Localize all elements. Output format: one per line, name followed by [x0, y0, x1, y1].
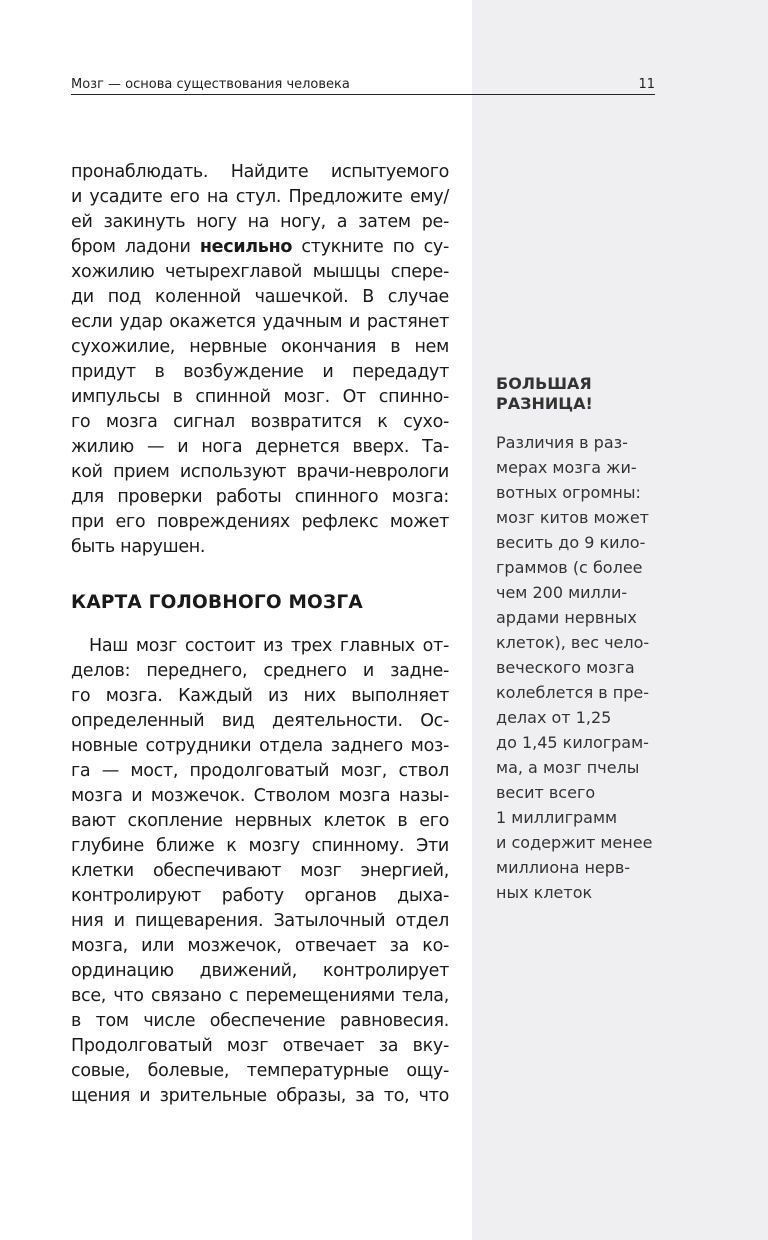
- text-line: Наш мозг состоит из трех главных от-: [89, 636, 449, 656]
- sidebar-line: 1 миллиграмм: [496, 808, 618, 827]
- sidebar-box: [496, 374, 664, 905]
- text-line: пронаблюдать. Найдите испытуемого: [71, 162, 449, 182]
- text-line: совые, болевые, температурные ощу-: [71, 1061, 449, 1081]
- text-line: при его повреждениях рефлекс может: [71, 512, 449, 532]
- sidebar-line: Различия в раз-: [496, 433, 628, 452]
- text-line: щения и зрительные образы, за то, что: [71, 1086, 449, 1106]
- sidebar-body: [496, 430, 664, 905]
- text-line: и усадите его на стул. Предложите ему/: [71, 187, 449, 207]
- text-line: ди под коленной чашечкой. В случае: [71, 287, 449, 307]
- text-line: хожилию четырехглавой мышцы спере-: [71, 262, 449, 282]
- text-fragment: стукните по су-: [301, 237, 449, 257]
- sidebar-line: весит всего: [496, 783, 596, 802]
- text-line: ей закинуть ногу на ногу, а затем ре-: [71, 212, 449, 232]
- text-line: вают скопление нервных клеток в его: [71, 811, 449, 831]
- text-line: глубине ближе к мозгу спинному. Эти: [71, 836, 449, 856]
- main-text-column: [71, 160, 449, 1109]
- sidebar-line: мерах мозга жи-: [496, 458, 637, 477]
- text-line: делов: переднего, среднего и задне-: [71, 661, 449, 681]
- section-heading: КАРТА ГОЛОВНОГО МОЗГА: [71, 592, 363, 613]
- text-line: Продолговатый мозг отвечает за вку-: [71, 1036, 449, 1056]
- sidebar-line: мозг китов может: [496, 508, 649, 527]
- sidebar-title: [496, 374, 664, 414]
- text-line: для проверки работы спинного мозга:: [71, 487, 449, 507]
- emphasis-word: несильно: [199, 237, 293, 257]
- text-line: кой прием используют врачи-неврологи: [71, 462, 449, 482]
- text-line: в том числе обеспечение равновесия.: [71, 1011, 449, 1031]
- sidebar-title-line: РАЗНИЦА!: [496, 394, 593, 413]
- paragraph-brain-map: [71, 634, 449, 1109]
- sidebar-line: граммов (с более: [496, 558, 643, 577]
- text-line: импульсы в спинной мозг. От спинно-: [71, 387, 449, 407]
- text-line: ния и пищеварения. Затылочный отдел: [71, 911, 449, 931]
- sidebar-line: ных клеток: [496, 883, 593, 902]
- text-line: все, что связано с перемещениями тела,: [71, 986, 449, 1006]
- sidebar-line: ма, а мозг пчелы: [496, 758, 640, 777]
- text-line: определенный вид деятельности. Ос-: [71, 711, 449, 731]
- text-line: контролируют работу органов дыха-: [71, 886, 449, 906]
- sidebar-line: и содержит менее: [496, 833, 653, 852]
- text-line: ординацию движений, контролирует: [71, 961, 449, 981]
- text-line: клетки обеспечивают мозг энергией,: [71, 861, 449, 881]
- running-header-title: Мозг — основа существования человека: [71, 77, 350, 92]
- page-number: 11: [638, 77, 655, 92]
- text-line: мозга, или мозжечок, отвечает за ко-: [71, 936, 449, 956]
- sidebar-title-line: БОЛЬШАЯ: [496, 374, 592, 393]
- sidebar-line: веческого мозга: [496, 658, 635, 677]
- text-line: быть нарушен.: [71, 537, 206, 557]
- text-line: мозга и мозжечок. Стволом мозга назы-: [71, 786, 449, 806]
- sidebar-line: клеток), вес чело-: [496, 633, 650, 652]
- text-line: [71, 235, 449, 260]
- sidebar-line: вотных огромны:: [496, 483, 641, 502]
- text-line: го мозга. Каждый из них выполняет: [71, 686, 449, 706]
- sidebar-line: до 1,45 килограм-: [496, 733, 649, 752]
- sidebar-line: колеблется в пре-: [496, 683, 650, 702]
- paragraph-reflex: [71, 160, 449, 560]
- sidebar-line: весить до 9 кило-: [496, 533, 646, 552]
- text-line: го мозга сигнал возвратится к сухо-: [71, 412, 449, 432]
- sidebar-line: делах от 1,25: [496, 708, 612, 727]
- text-line: га — мост, продолговатый мозг, ствол: [71, 761, 449, 781]
- sidebar-line: чем 200 милли-: [496, 583, 628, 602]
- text-line: если удар окажется удачным и растянет: [71, 312, 449, 332]
- text-line: жилию — и нога дернется вверх. Та-: [71, 437, 449, 457]
- sidebar-line: ардами нервных: [496, 608, 637, 627]
- sidebar-line: миллиона нерв-: [496, 858, 631, 877]
- running-header: [71, 76, 655, 95]
- text-line: сухожилие, нервные окончания в нем: [71, 337, 449, 357]
- text-fragment: бром ладони: [71, 237, 200, 257]
- text-line: новные сотрудники отдела заднего моз-: [71, 736, 449, 756]
- text-line: придут в возбуждение и передадут: [71, 362, 449, 382]
